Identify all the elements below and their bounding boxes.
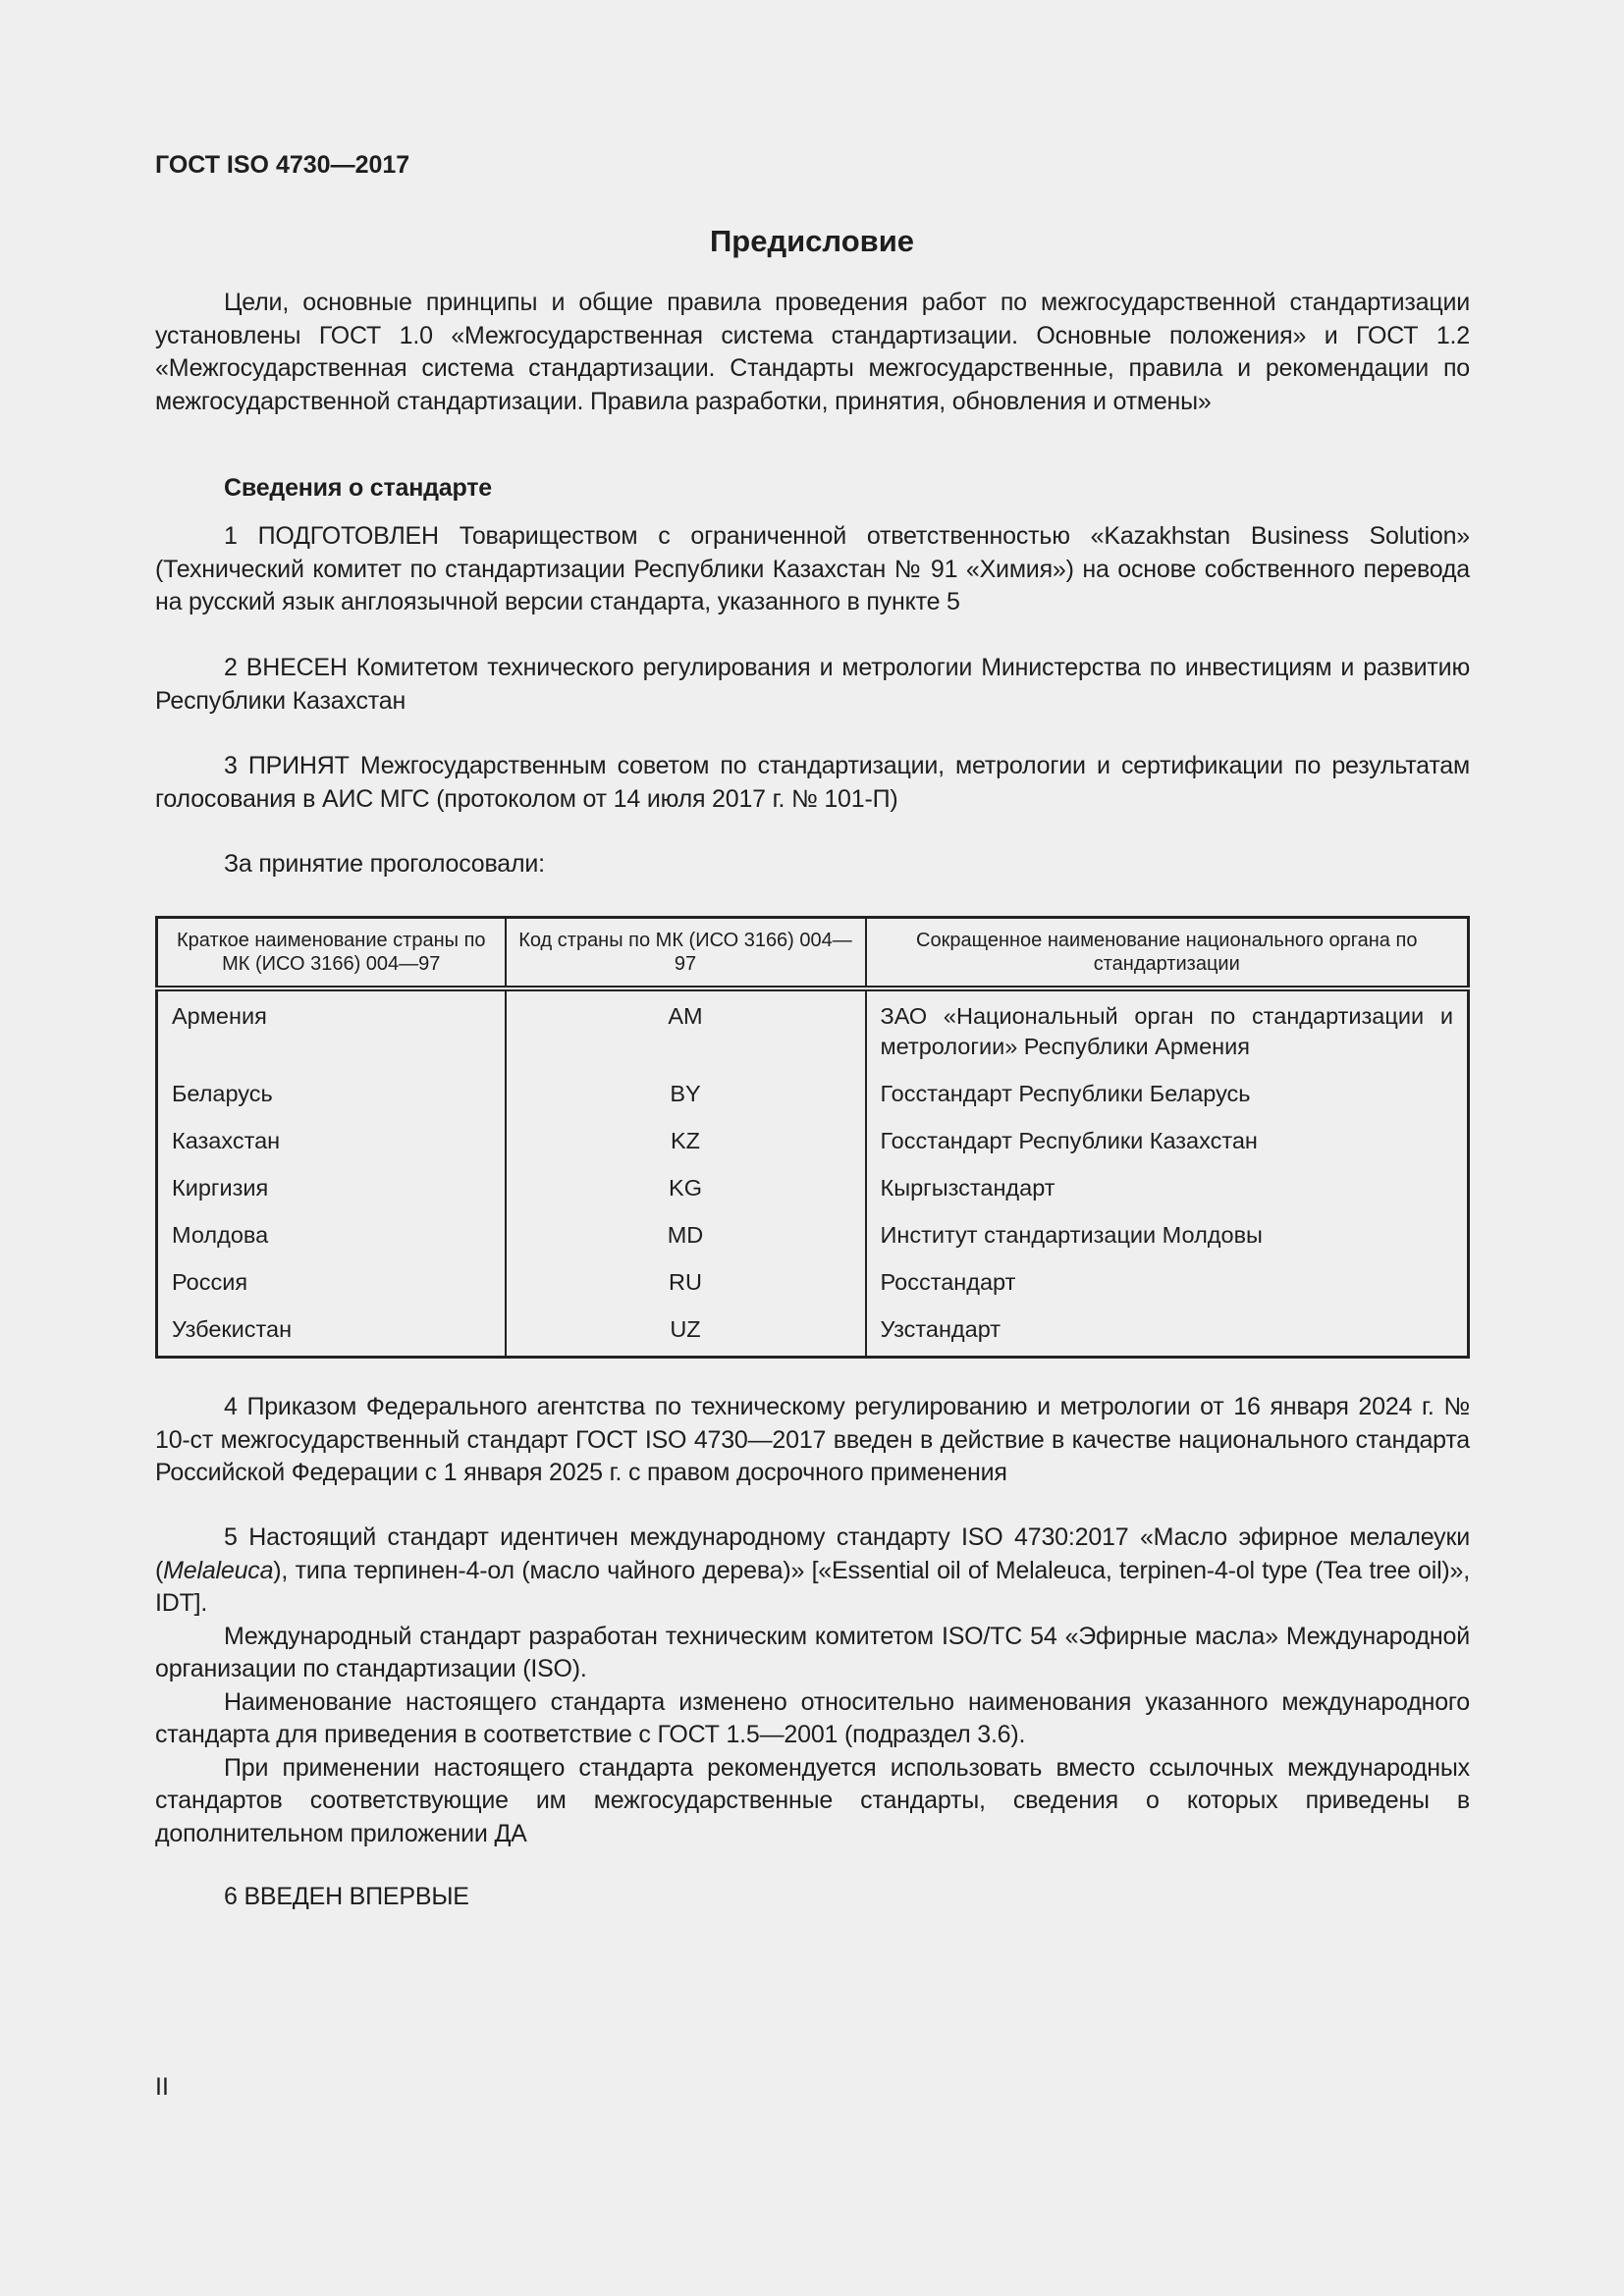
voting-countries-table (155, 916, 1470, 1359)
column-header-body: Сокращенное наименование национального органа по стандартизации (866, 918, 1469, 989)
item-3-paragraph: 3 ПРИНЯТ Межгосударственным советом по стандартизации, метрологии и сертификации по результатам голосования в АИС МГС (протоколом от 14 июля 2017 г. № 101-П) (155, 752, 1470, 813)
country-cell: Армения (157, 988, 506, 1073)
item-5-text-b: ), типа терпинен-4-ол (масло чайного дерева)» [«Essential oil of Melaleuca, terpinen-4-ol type (Tea tree oil)», IDT]. (155, 1556, 1470, 1617)
table-header-row (157, 918, 1469, 989)
standard-info-heading-block (155, 472, 1470, 506)
item-6-paragraph: 6 ВВЕДЕН ВПЕРВЫЕ (224, 1883, 469, 1910)
item-5-paragraph-name: Наименование настоящего стандарта изменено относительно наименования указанного международного стандарта для приведения в соответствие с ГОСТ 1.5—2001 (подраздел 3.6). (155, 1687, 1470, 1748)
body-cell: Кыргызстандарт (866, 1167, 1469, 1214)
body-cell: Институт стандартизации Молдовы (866, 1214, 1469, 1261)
voted-label: За принятие проголосовали: (224, 850, 545, 878)
body-cell: Узстандарт (866, 1308, 1469, 1358)
code-cell: KG (506, 1167, 866, 1214)
table-row (157, 1120, 1469, 1167)
country-cell: Узбекистан (157, 1308, 506, 1358)
country-cell: Молдова (157, 1214, 506, 1261)
page-title: Предисловие (709, 224, 914, 258)
table-row (157, 1308, 1469, 1358)
body-cell: ЗАО «Национальный орган по стандартизации и метрологии» Республики Армения (866, 988, 1469, 1073)
item-5-paragraph-refs: При применении настоящего стандарта рекомендуется использовать вместо ссылочных международных стандартов соответствующие им межгосударственные стандарты, сведения о которых приведены в дополнительном приложении ДА (155, 1753, 1470, 1847)
code-cell: AM (506, 988, 866, 1073)
code-cell: MD (506, 1214, 866, 1261)
table-row (157, 988, 1469, 1073)
code-cell: BY (506, 1073, 866, 1120)
item-5-italic: Melaleuca (163, 1556, 274, 1584)
intro-paragraph: Цели, основные принципы и общие правила проведения работ по межгосударственной стандартизации установлены ГОСТ 1.0 «Межгосударственная система стандартизации. Основные положения» и ГОСТ 1.2 «Межгосударственная система стандартизации. Стандарты межгосударственные, правила и рекомендации по межгосударственной стандартизации. Правила разработки, принятия, обновления и отмены» (155, 289, 1470, 415)
body-cell: Госстандарт Республики Беларусь (866, 1073, 1469, 1120)
table-row (157, 1214, 1469, 1261)
item-2-paragraph: 2 ВНЕСЕН Комитетом технического регулирования и метрологии Министерства по инвестициям и развитию Республики Казахстан (155, 654, 1470, 715)
item-5-paragraph (155, 1522, 1470, 1621)
code-cell: KZ (506, 1120, 866, 1167)
table-row (157, 1073, 1469, 1120)
country-cell: Россия (157, 1261, 506, 1308)
standard-info-heading: Сведения о стандарте (224, 474, 493, 502)
country-cell: Киргизия (157, 1167, 506, 1214)
document-header: ГОСТ ISO 4730—2017 (155, 151, 410, 179)
page-number: II (155, 2073, 169, 2101)
item-5-text-a: 5 Настоящий стандарт идентичен международному стандарту ISO 4730:2017 «Масло эфирное мелалеуки ( (155, 1523, 1470, 1584)
item-5-paragraph-tc: Международный стандарт разработан техническим комитетом ISO/TC 54 «Эфирные масла» Международной организации по стандартизации (ISO). (155, 1622, 1470, 1682)
table-row (157, 1261, 1469, 1308)
code-cell: UZ (506, 1308, 866, 1358)
item-1-paragraph: 1 ПОДГОТОВЛЕН Товариществом с ограниченной ответственностью «Kazakhstan Business Solution» (Технический комитет по стандартизации Республики Казахстан № 91 «Химия») на основе собственного перевода на русский язык англоязычной версии стандарта, указанного в пункте 5 (155, 522, 1470, 615)
intro-section (155, 287, 1470, 418)
column-header-country: Краткое наименование страны по МК (ИСО 3166) 004—97 (157, 918, 506, 989)
body-cell: Госстандарт Республики Казахстан (866, 1120, 1469, 1167)
item-4-paragraph: 4 Приказом Федерального агентства по техническому регулированию и метрологии от 16 января 2024 г. № 10-ст межгосударственный стандарт ГОСТ ISO 4730—2017 введен в действие в качестве национального стандарта Российской Федерации с 1 января 2025 г. с правом досрочного применения (155, 1393, 1470, 1486)
body-cell: Росстандарт (866, 1261, 1469, 1308)
item-5-section (155, 1522, 1470, 1850)
table-row (157, 1167, 1469, 1214)
column-header-code: Код страны по МК (ИСО 3166) 004—97 (506, 918, 866, 989)
code-cell: RU (506, 1261, 866, 1308)
country-cell: Казахстан (157, 1120, 506, 1167)
country-cell: Беларусь (157, 1073, 506, 1120)
